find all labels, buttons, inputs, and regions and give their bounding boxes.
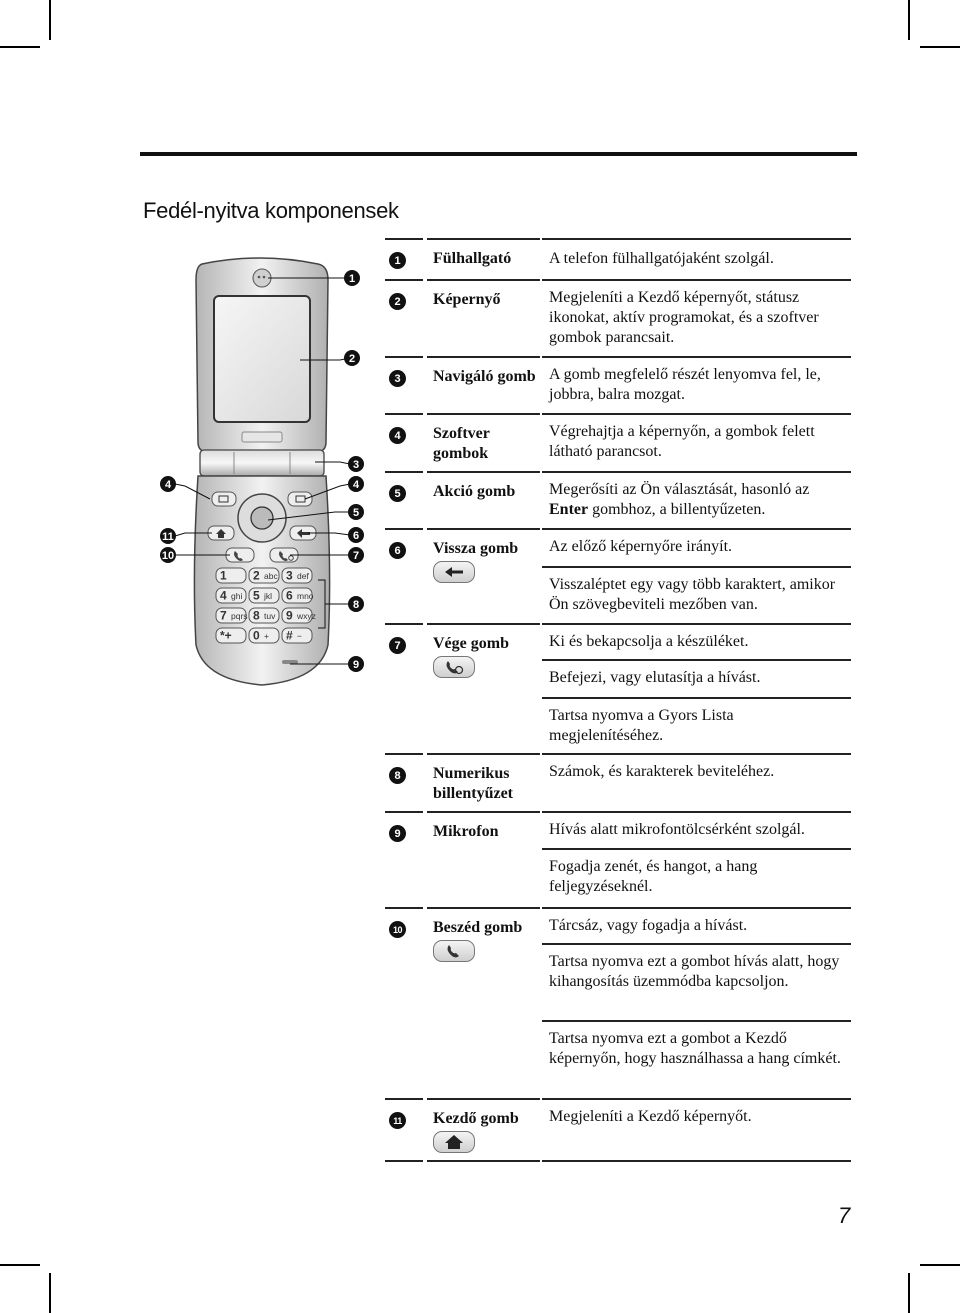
table-rule <box>542 811 851 813</box>
keypad-key <box>282 568 312 583</box>
keypad-letters: + <box>264 631 269 641</box>
callout-badge <box>160 547 176 563</box>
callout-badge <box>344 350 360 366</box>
table-rule <box>385 811 423 813</box>
component-number: 4 <box>389 427 406 444</box>
table-rule <box>427 528 540 530</box>
table-rule <box>427 753 540 755</box>
table-rule <box>542 943 851 945</box>
callout-number: 4 <box>164 479 172 491</box>
keypad-digit: 6 <box>286 588 293 603</box>
table-rule <box>385 753 423 755</box>
component-number: 1 <box>389 252 406 269</box>
keypad-digit: 3 <box>286 568 293 583</box>
table-rule <box>427 413 540 415</box>
component-description: Fogadja zenét, és hangot, a hang feljegyzéseknél. <box>549 858 758 895</box>
callout-badge <box>344 270 360 286</box>
crop-mark-top-left-v <box>49 0 51 40</box>
table-rule <box>542 279 851 281</box>
crop-mark-top-right-h <box>920 46 960 48</box>
table-rule <box>427 279 540 281</box>
table-rule <box>427 623 540 625</box>
component-name: Fülhallgató <box>433 250 512 267</box>
component-description: A telefon fülhallgatójaként szolgál. <box>549 250 774 267</box>
keypad-key <box>216 568 246 583</box>
callout-badge <box>348 456 364 472</box>
component-number: 5 <box>389 485 406 502</box>
keypad-digit: 4 <box>220 588 227 603</box>
component-description: Visszaléptet egy vagy több karaktert, amikor Ön szövegbeviteli mezőben van. <box>549 576 836 613</box>
keypad-letters: abc <box>264 571 278 581</box>
component-number: 10 <box>389 921 406 938</box>
table-rule <box>542 238 851 240</box>
component-description: Tárcsáz, vagy fogadja a hívást. <box>549 917 748 934</box>
keypad-key <box>249 628 279 643</box>
component-number: 8 <box>389 767 406 784</box>
component-description: Tartsa nyomva a Gyors Lista megjelenítéséhez. <box>549 707 734 744</box>
table-rule <box>385 471 423 473</box>
keypad-key <box>282 588 314 603</box>
component-name: Kezdő gomb <box>433 1110 519 1127</box>
crop-mark-bottom-right-h <box>920 1264 960 1266</box>
crop-mark-bottom-left-h <box>0 1264 40 1266</box>
callout-number: 5 <box>352 507 360 519</box>
crop-mark-top-left-h <box>0 46 40 48</box>
keypad-key <box>249 608 279 623</box>
table-rule <box>385 907 423 909</box>
back-arrow-icon <box>433 561 475 583</box>
keypad-key <box>216 608 248 623</box>
component-description: Megjeleníti a Kezdő képernyőt, státusz ikonokat, aktív programokat, és a szoftver gombok parancsait. <box>549 289 819 346</box>
keypad-key <box>282 628 312 643</box>
component-description: Tartsa nyomva ezt a gombot hívás alatt, hogy kihangosítás üzemmódba kapcsoljon. <box>549 953 840 990</box>
keypad-letters: pqrs <box>231 611 248 621</box>
keypad-digit: 5 <box>253 588 260 603</box>
callout-number: 7 <box>352 550 360 562</box>
table-rule <box>542 471 851 473</box>
component-name: Szoftver gombok <box>433 425 490 462</box>
callout-badge <box>348 504 364 520</box>
callout-badge <box>348 596 364 612</box>
crop-mark-bottom-left-v <box>49 1273 51 1313</box>
callout-number: 11 <box>162 531 174 543</box>
crop-mark-top-right-v <box>908 0 910 40</box>
component-number: 11 <box>389 1112 406 1129</box>
table-rule <box>542 907 851 909</box>
keypad-letters: def <box>297 571 309 581</box>
table-rule <box>542 1020 851 1022</box>
table-rule <box>542 659 851 661</box>
callout-number: 1 <box>348 273 356 285</box>
component-number: 3 <box>389 370 406 387</box>
keypad-key <box>249 588 279 603</box>
keypad-digit: # <box>286 628 293 643</box>
phone-diagram <box>150 250 380 690</box>
table-rule <box>385 528 423 530</box>
callout-number: 6 <box>352 530 360 542</box>
table-rule <box>385 1098 423 1100</box>
table-rule <box>542 1098 851 1100</box>
component-name: Akció gomb <box>433 483 516 500</box>
hinge <box>200 450 324 476</box>
keypad-letters: jkl <box>264 591 273 601</box>
table-rule <box>427 907 540 909</box>
callout-number: 4 <box>352 479 360 491</box>
component-number: 2 <box>389 293 406 310</box>
callout-badge <box>160 528 176 544</box>
callout-number: 3 <box>352 459 360 471</box>
table-rule <box>542 528 851 530</box>
keypad-key <box>216 588 246 603</box>
callout-number: 8 <box>352 599 360 611</box>
callout-badge <box>348 656 364 672</box>
component-description: A gomb megfelelő részét lenyomva fel, le, jobbra, balra mozgat. <box>549 366 821 403</box>
table-rule <box>427 471 540 473</box>
section-title: Fedél-nyitva komponensek <box>143 198 399 223</box>
component-name: Beszéd gomb <box>433 919 523 936</box>
callout-badge <box>160 476 176 492</box>
component-number: 6 <box>389 542 406 559</box>
component-name: Navigáló gomb <box>433 368 536 385</box>
keypad-letters: tuv <box>264 611 276 621</box>
component-description: Végrehajtja a képernyőn, a gombok felett látható parancsot. <box>549 423 815 460</box>
keypad-digit: 8 <box>253 608 260 623</box>
callout-badge <box>348 547 364 563</box>
keypad-key <box>216 628 246 643</box>
component-description: Ki és bekapcsolja a készüléket. <box>549 633 749 650</box>
callout-badge <box>348 527 364 543</box>
table-rule <box>542 697 851 699</box>
table-rule <box>427 1098 540 1100</box>
keypad-digit: 1 <box>220 568 227 583</box>
table-rule <box>542 566 851 568</box>
component-description: Megerősíti az Ön választását, hasonló az Enter gombhoz, a billentyűzeten. <box>549 481 810 518</box>
table-rule <box>427 811 540 813</box>
keypad-digit: 7 <box>220 608 227 623</box>
component-name: Vége gomb <box>433 635 509 652</box>
keypad-letters: ghi <box>231 591 243 601</box>
component-description: Megjeleníti a Kezdő képernyőt. <box>549 1108 752 1125</box>
home-icon <box>433 1131 475 1153</box>
table-rule <box>385 413 423 415</box>
component-description: Befejezi, vagy elutasítja a hívást. <box>549 669 761 686</box>
table-rule <box>542 413 851 415</box>
component-name: Képernyő <box>433 291 501 308</box>
keypad-digit: 9 <box>286 608 293 623</box>
component-number: 7 <box>389 637 406 654</box>
table-rule <box>385 356 423 358</box>
callout-badge <box>348 476 364 492</box>
table-rule <box>427 238 540 240</box>
table-rule <box>385 238 423 240</box>
keypad-digit: 2 <box>253 568 260 583</box>
keypad-digit: *+ <box>220 628 232 643</box>
phone-illustration <box>150 250 380 690</box>
microphone <box>282 660 298 664</box>
table-rule <box>427 1160 540 1162</box>
component-name: Vissza gomb <box>433 540 519 557</box>
table-rule <box>542 356 851 358</box>
component-description: Számok, és karakterek beviteléhez. <box>549 763 775 780</box>
page-number: 7 <box>838 1203 851 1228</box>
table-rule <box>542 1160 851 1162</box>
header-rule <box>140 152 857 156</box>
keypad-key <box>249 568 279 583</box>
table-rule <box>542 753 851 755</box>
screen <box>214 296 310 422</box>
keypad-digit: 0 <box>253 628 260 643</box>
soft-key-left <box>212 492 236 506</box>
component-name: Mikrofon <box>433 823 499 840</box>
table-rule <box>385 1160 423 1162</box>
callout-number: 2 <box>348 353 356 365</box>
keypad-letters: − <box>297 631 302 641</box>
table-rule <box>542 848 851 850</box>
table-rule <box>542 623 851 625</box>
component-name: Numerikus billentyűzet <box>433 765 513 802</box>
keypad-letters: mno <box>297 591 314 601</box>
keypad-key <box>282 608 316 623</box>
crop-mark-bottom-right-v <box>908 1273 910 1313</box>
action-key <box>251 507 273 529</box>
soft-key-right <box>288 492 312 506</box>
component-description: Hívás alatt mikrofontölcsérként szolgál. <box>549 821 805 838</box>
table-rule <box>427 356 540 358</box>
table-rule <box>385 279 423 281</box>
component-description: Tartsa nyomva ezt a gombot a Kezdő képernyőn, hogy használhassa a hang címkét. <box>549 1030 841 1067</box>
component-number: 9 <box>389 825 406 842</box>
keypad-letters: wxyz <box>297 611 316 621</box>
component-description: Az előző képernyőre irányít. <box>549 538 733 555</box>
callout-number: 9 <box>352 659 360 671</box>
talk-call-icon <box>433 940 475 962</box>
end-call-icon <box>433 656 475 678</box>
table-rule <box>385 623 423 625</box>
callout-number: 10 <box>161 550 175 562</box>
